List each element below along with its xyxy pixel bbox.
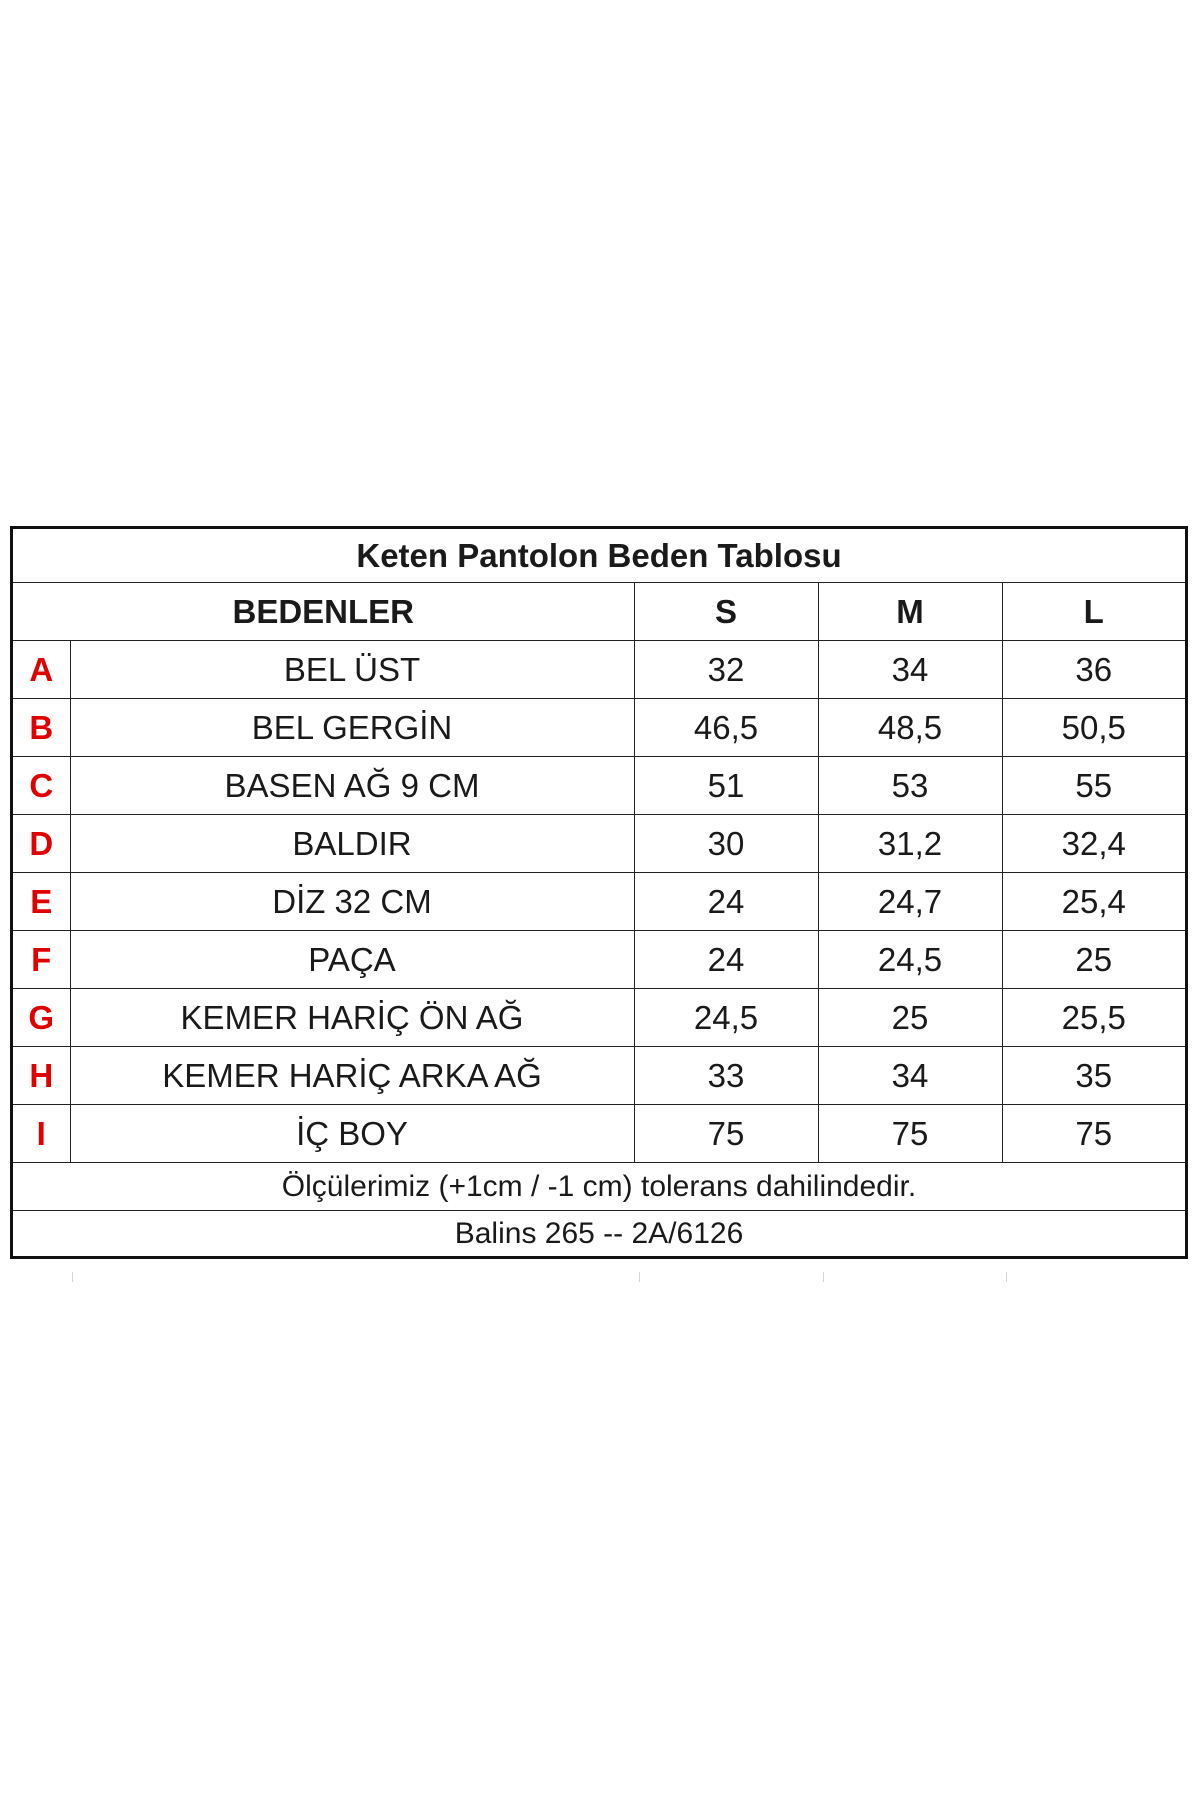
size-header-s: S: [634, 583, 818, 641]
measurement-value: 34: [818, 641, 1002, 699]
measurement-value: 75: [818, 1105, 1002, 1163]
measurement-letter: H: [13, 1047, 70, 1105]
measurement-row: [13, 757, 1185, 815]
measurement-letter: D: [13, 815, 70, 873]
measurement-name: KEMER HARİÇ ARKA AĞ: [70, 1047, 634, 1105]
measurement-letter: G: [13, 989, 70, 1047]
measurement-value: 24: [634, 931, 818, 989]
measurement-value: 35: [1002, 1047, 1185, 1105]
measurement-letter: F: [13, 931, 70, 989]
sizes-header-label: BEDENLER: [13, 583, 634, 641]
size-header-m: M: [818, 583, 1002, 641]
measurement-value: 24,5: [818, 931, 1002, 989]
measurement-value: 75: [634, 1105, 818, 1163]
measurement-value: 34: [818, 1047, 1002, 1105]
measurement-value: 25: [1002, 931, 1185, 989]
size-header-l: L: [1002, 583, 1185, 641]
title-row: [13, 529, 1185, 583]
measurement-value: 48,5: [818, 699, 1002, 757]
measurement-name: PAÇA: [70, 931, 634, 989]
measurement-value: 55: [1002, 757, 1185, 815]
measurement-value: 33: [634, 1047, 818, 1105]
measurement-value: 24: [634, 873, 818, 931]
grid-line: [639, 1272, 640, 1282]
measurement-row: [13, 1047, 1185, 1105]
measurement-value: 25: [818, 989, 1002, 1047]
measurement-value: 50,5: [1002, 699, 1185, 757]
tolerance-note-row: [13, 1163, 1185, 1211]
measurement-value: 32: [634, 641, 818, 699]
measurement-row: [13, 873, 1185, 931]
measurement-name: DİZ 32 CM: [70, 873, 634, 931]
measurement-value: 46,5: [634, 699, 818, 757]
measurement-letter: B: [13, 699, 70, 757]
grid-line: [72, 1272, 73, 1282]
measurement-value: 24,7: [818, 873, 1002, 931]
measurement-row: [13, 641, 1185, 699]
measurement-row: [13, 931, 1185, 989]
product-code: Balins 265 -- 2A/6126: [13, 1211, 1185, 1257]
measurement-row: [13, 699, 1185, 757]
product-code-row: [13, 1211, 1185, 1257]
size-table: [13, 529, 1185, 1256]
grid-line: [1006, 1272, 1007, 1282]
measurement-value: 24,5: [634, 989, 818, 1047]
measurement-name: İÇ BOY: [70, 1105, 634, 1163]
grid-line: [823, 1272, 824, 1282]
measurement-row: [13, 989, 1185, 1047]
table-title: Keten Pantolon Beden Tablosu: [13, 529, 1185, 583]
measurement-name: BEL ÜST: [70, 641, 634, 699]
measurement-name: KEMER HARİÇ ÖN AĞ: [70, 989, 634, 1047]
tolerance-note: Ölçülerimiz (+1cm / -1 cm) tolerans dahilindedir.: [13, 1163, 1185, 1211]
measurement-value: 32,4: [1002, 815, 1185, 873]
measurement-value: 36: [1002, 641, 1185, 699]
measurement-row: [13, 815, 1185, 873]
measurement-value: 31,2: [818, 815, 1002, 873]
measurement-letter: E: [13, 873, 70, 931]
header-row: [13, 583, 1185, 641]
measurement-value: 75: [1002, 1105, 1185, 1163]
measurement-value: 25,5: [1002, 989, 1185, 1047]
measurement-value: 51: [634, 757, 818, 815]
measurement-value: 30: [634, 815, 818, 873]
size-chart: [10, 526, 1188, 1259]
measurement-letter: I: [13, 1105, 70, 1163]
measurement-letter: C: [13, 757, 70, 815]
measurement-value: 53: [818, 757, 1002, 815]
measurement-value: 25,4: [1002, 873, 1185, 931]
measurement-name: BASEN AĞ 9 CM: [70, 757, 634, 815]
measurement-name: BALDIR: [70, 815, 634, 873]
measurement-row: [13, 1105, 1185, 1163]
measurement-name: BEL GERGİN: [70, 699, 634, 757]
measurement-letter: A: [13, 641, 70, 699]
